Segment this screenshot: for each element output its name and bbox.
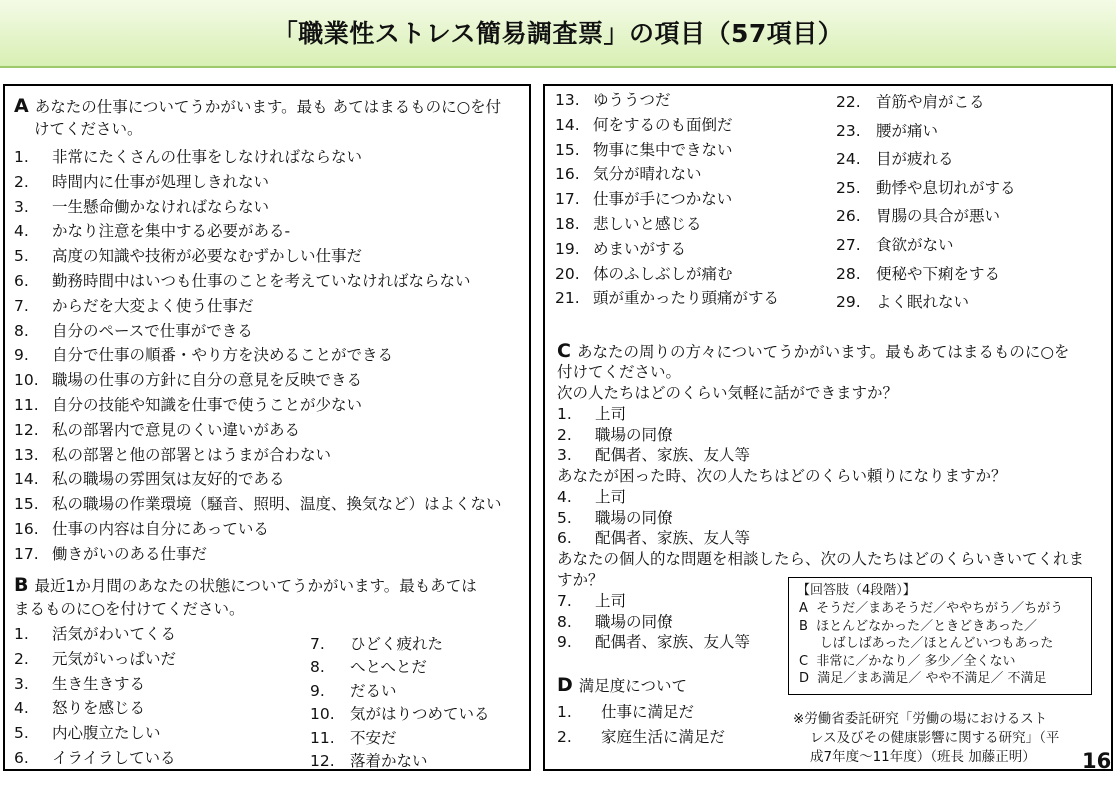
source-note-line-2: レス及びその健康影響に関する研究」（平: [810, 730, 1060, 746]
section-b-item: [836, 178, 1016, 198]
section-a-item: [14, 172, 269, 192]
section-b-item-text: 生き生きする: [52, 674, 146, 693]
section-c-item-text: 配偶者、家族、友人等: [595, 446, 751, 464]
section-b-item-text: ひどく疲れた: [350, 635, 444, 653]
section-c-item-text: 上司: [595, 592, 627, 610]
section-a-item-text: かなり注意を集中する必要がある-: [52, 222, 291, 241]
section-b-item-text: 内心腹立たしい: [52, 724, 161, 743]
section-b-item: [836, 235, 954, 255]
section-b-item-text: 活気がわいてくる: [52, 625, 177, 643]
section-a-item-text: 私の部署内で意見のくい違いがある: [52, 420, 301, 439]
section-b-intro-text: 最近1か月間のあなたの状態についてうかがいます。最もあては: [34, 577, 477, 595]
section-c-intro-cont: 付けてください。: [557, 363, 682, 381]
section-b-item-number: 3.: [14, 674, 29, 693]
section-b-item-number: 18.: [555, 215, 580, 233]
section-b-item: [836, 264, 1000, 284]
section-b-item-text: 食欲がない: [876, 236, 954, 254]
section-b-item: [310, 704, 490, 724]
section-a-item-text: 非常にたくさんの仕事をしなければならない: [52, 148, 363, 166]
section-b-item: [14, 624, 176, 644]
section-b-item-text: 何をするのも面倒だ: [593, 115, 733, 134]
section-c-item: [557, 404, 626, 424]
section-b-item-number: 2.: [14, 649, 29, 668]
section-a-item: [14, 197, 269, 217]
section-a-item-number: 10.: [14, 371, 39, 390]
section-a-item: [14, 420, 300, 440]
section-a-item: [14, 321, 253, 341]
section-b-item-text: へとへとだ: [350, 658, 427, 677]
section-b-item-text: だるい: [350, 681, 397, 700]
section-a-item-number: 13.: [14, 445, 39, 464]
section-a-item: [14, 246, 362, 266]
section-b-item: [555, 189, 732, 209]
section-d-item: [557, 702, 694, 722]
section-a-item-text: からだを大変よく使う仕事だ: [52, 296, 254, 315]
section-b-item-text: 便秘や下痢をする: [876, 264, 1001, 283]
section-b-item-number: 9.: [310, 681, 325, 700]
section-a-item-number: 11.: [14, 396, 39, 414]
section-c-item-text: 職場の同僚: [595, 425, 673, 444]
section-b-item-text: 気分が晴れない: [593, 165, 702, 184]
section-a-intro: [14, 96, 501, 117]
section-b-item-text: めまいがする: [593, 239, 687, 258]
section-b-item-number: 8.: [310, 658, 325, 677]
section-a-item: [14, 370, 362, 390]
section-a-item: [14, 345, 393, 365]
section-a-item: [14, 445, 331, 465]
section-c-item-number: 4.: [557, 488, 572, 506]
section-c-letter: C: [557, 340, 571, 362]
section-c-item: [557, 425, 673, 445]
section-b-item: [836, 292, 969, 312]
section-b-item: [555, 214, 702, 234]
section-b-item-number: 24.: [836, 150, 861, 169]
section-c-item-text: 上司: [595, 488, 627, 506]
section-b-item-number: 27.: [836, 236, 861, 254]
section-a-item-number: 5.: [14, 247, 29, 266]
section-a-item-text: 働きがいのある仕事だ: [52, 544, 208, 563]
section-b-item: [555, 239, 686, 259]
section-a-item: [14, 544, 207, 564]
source-note-line-3: 成7年度～11年度）（班長 加藤正明）: [810, 749, 1036, 765]
section-c-item-number: 1.: [557, 405, 572, 423]
section-b-item: [14, 723, 161, 743]
section-a-item-number: 14.: [14, 470, 39, 489]
section-b-item: [555, 90, 671, 110]
section-a-item-text: 勤務時間中はいつも仕事のことを考えていなければならない: [52, 272, 471, 290]
section-b-item-number: 19.: [555, 239, 580, 258]
section-b-item: [555, 164, 702, 184]
section-c-item-text: 配偶者、家族、友人等: [595, 529, 751, 547]
section-b-item-number: 28.: [836, 264, 861, 283]
section-c-item: [557, 632, 750, 652]
section-a-item: [14, 147, 362, 167]
section-a-item-text: 一生懸命働かなければならない: [52, 197, 270, 216]
section-a-item-number: 7.: [14, 296, 29, 315]
section-b-item: [14, 674, 145, 694]
section-a-item-number: 12.: [14, 420, 39, 439]
section-c-item: [557, 528, 750, 548]
section-b-item-number: 1.: [14, 625, 29, 643]
section-a-item-number: 1.: [14, 148, 29, 166]
section-b-item: [555, 115, 733, 135]
section-a-item: [14, 519, 269, 539]
section-b-item-text: 首筋や肩がこる: [876, 93, 985, 111]
section-c-item-number: 2.: [557, 425, 572, 444]
section-b-item-number: 22.: [836, 93, 861, 111]
section-b-item: [836, 92, 985, 112]
title-bar: [0, 0, 1116, 68]
section-c-item-text: 配偶者、家族、友人等: [595, 633, 751, 651]
section-b-item-number: 17.: [555, 190, 580, 209]
section-a-item-text: 仕事の内容は自分にあっている: [52, 520, 269, 538]
section-a-item: [14, 296, 254, 316]
section-b-letter: B: [14, 574, 29, 596]
section-a-item-text: 自分のペースで仕事ができる: [52, 321, 253, 340]
section-b-item-text: 落着かない: [350, 752, 428, 770]
section-a-item-text: 私の部署と他の部署とはうまが合わない: [52, 445, 332, 464]
answer-box-title: 【回答肢（4段階）】: [797, 583, 916, 598]
source-note-line-1: ※労働省委託研究「労働の場におけるスト: [793, 711, 1048, 727]
section-c-item-number: 9.: [557, 633, 572, 651]
section-a-item-number: 17.: [14, 544, 39, 563]
section-b-item-number: 26.: [836, 207, 861, 226]
section-b-item: [555, 288, 779, 308]
answer-option-line: C 非常に／かなり／ 多少／全くない: [799, 653, 1016, 669]
section-b-item-number: 14.: [555, 115, 580, 134]
page-title: 「職業性ストレス簡易調査票」の項目（57項目）: [272, 19, 844, 48]
section-b-item-number: 21.: [555, 289, 580, 308]
section-b-item-text: 悲しいと感じる: [593, 215, 702, 233]
section-b-item-number: 13.: [555, 91, 580, 109]
section-a-item-text: 自分で仕事の順番・やり方を決めることができる: [52, 346, 394, 365]
section-b-item-text: 目が疲れる: [876, 150, 954, 169]
section-b-item: [310, 634, 443, 654]
section-c-item: [557, 508, 673, 528]
section-a-item-number: 9.: [14, 346, 29, 365]
section-b-item: [836, 149, 954, 169]
section-a-intro-text: あなたの仕事についてうかがいます。最も あてはまるものに○を付: [34, 98, 502, 116]
section-c-item: [557, 612, 673, 632]
section-a-item-number: 8.: [14, 321, 29, 340]
section-b-item: [310, 657, 427, 677]
section-a-item: [14, 469, 285, 489]
section-d-item: [557, 727, 725, 747]
section-a-item-number: 4.: [14, 222, 29, 241]
section-b-item-text: 怒りを感じる: [52, 699, 146, 718]
section-b-item: [14, 698, 145, 718]
section-b-item: [555, 140, 733, 160]
section-b-item: [14, 649, 176, 669]
section-b-item-number: 20.: [555, 264, 580, 283]
section-b-item-number: 4.: [14, 699, 29, 718]
section-b-item-text: よく眠れない: [876, 293, 970, 312]
section-b-item-number: 12.: [310, 752, 335, 770]
section-b-item-text: 元気がいっぱいだ: [52, 649, 177, 668]
section-a-item-text: 私の職場の雰囲気は友好的である: [52, 470, 285, 489]
section-b-item: [14, 748, 176, 768]
section-c-item: [557, 445, 750, 465]
section-b-item-number: 15.: [555, 140, 580, 159]
section-b-item-number: 6.: [14, 749, 29, 767]
section-b-item-number: 23.: [836, 121, 861, 140]
section-b-item-text: 腰が痛い: [876, 121, 939, 140]
section-b-intro-cont: まるものに○を付けてください。: [14, 600, 245, 618]
section-a-item-text: 高度の知識や技術が必要なむずかしい仕事だ: [52, 247, 363, 266]
section-a-item-number: 6.: [14, 272, 29, 290]
answer-option-line: B ほとんどなかった／ときどきあった／: [799, 618, 1038, 634]
section-c-item-number: 7.: [557, 592, 572, 610]
section-a-item-text: 私の職場の作業環境（騒音、照明、温度、換気など）はよくない: [52, 495, 502, 514]
section-a-item-text: 職場の仕事の方針に自分の意見を反映できる: [52, 371, 363, 390]
section-d-item-number: 1.: [557, 703, 572, 721]
section-d-heading: [557, 675, 687, 696]
answer-option-line: しばしばあった／ほとんどいつもあった: [799, 636, 1054, 652]
section-a-item: [14, 221, 290, 241]
section-d-item-text: 家庭生活に満足だ: [601, 728, 726, 746]
section-b-item-text: 胃腸の具合が悪い: [876, 207, 1001, 226]
section-c-item-number: 3.: [557, 446, 572, 464]
section-c-item-text: 職場の同僚: [595, 612, 673, 631]
section-b-item-number: 7.: [310, 635, 325, 653]
section-b-item-text: 動悸や息切れがする: [876, 178, 1016, 197]
section-b-item-text: 不安だ: [350, 728, 397, 747]
section-b-item-text: ゆううつだ: [593, 91, 671, 109]
section-c-item: [557, 487, 626, 507]
section-c-item-number: 5.: [557, 508, 572, 527]
section-b-item: [310, 751, 428, 771]
answer-option-line: A そうだ／まあそうだ／ややちがう／ちがう: [799, 601, 1064, 616]
section-b-item-text: 気がはりつめている: [350, 705, 490, 724]
section-b-item-text: イライラしている: [52, 749, 176, 767]
section-d-item-text: 仕事に満足だ: [601, 703, 695, 721]
section-a-item-number: 16.: [14, 520, 39, 538]
section-c-question-1: 次の人たちはどのくらい気軽に話ができますか？: [557, 384, 899, 402]
section-c-item-number: 8.: [557, 612, 572, 631]
section-b-item-text: 体のふしぶしが痛む: [593, 264, 733, 283]
section-c-intro: [557, 341, 1069, 362]
section-b-item-text: 物事に集中できない: [593, 140, 733, 159]
section-d-letter: D: [557, 674, 573, 696]
section-c-question-3-cont: すか？: [557, 571, 604, 589]
section-c-item-text: 上司: [595, 405, 627, 423]
section-d-heading-text: 満足度について: [578, 677, 687, 695]
section-b-intro: [14, 575, 477, 596]
section-a-item-number: 15.: [14, 495, 39, 514]
section-b-item: [555, 264, 733, 284]
section-b-item-number: 29.: [836, 293, 861, 312]
section-a-intro-cont: けてください。: [34, 120, 143, 138]
section-b-item: [310, 728, 397, 748]
answer-option-line: D 満足／まあ満足／ やや不満足／ 不満足: [799, 671, 1047, 687]
section-b-item-number: 10.: [310, 705, 335, 724]
section-a-item-text: 自分の技能や知識を仕事で使うことが少ない: [52, 396, 363, 414]
section-c-item-number: 6.: [557, 529, 572, 547]
section-c-question-3: あなたの個人的な問題を相談したら、次の人たちはどのくらいきいてくれま: [557, 550, 1085, 568]
section-a-item-text: 時間内に仕事が処理しきれない: [52, 172, 270, 191]
section-b-item: [836, 206, 1000, 226]
section-b-item: [310, 681, 397, 701]
section-a-item: [14, 395, 362, 415]
section-b-item-number: 11.: [310, 728, 335, 747]
section-b-item-number: 16.: [555, 165, 580, 184]
section-c-item: [557, 591, 626, 611]
page-number: 16: [1082, 749, 1112, 773]
section-a-item: [14, 271, 471, 291]
section-a-item-number: 3.: [14, 197, 29, 216]
section-a-item: [14, 494, 502, 514]
section-a-letter: A: [14, 95, 29, 117]
section-b-item-number: 25.: [836, 178, 861, 197]
section-c-intro-text: あなたの周りの方々についてうかがいます。最もあてはまるものに○を: [576, 343, 1070, 361]
section-b-item-text: 仕事が手につかない: [593, 190, 733, 209]
section-d-item-number: 2.: [557, 728, 572, 746]
section-a-item-number: 2.: [14, 172, 29, 191]
section-c-item-text: 職場の同僚: [595, 508, 673, 527]
section-c-question-2: あなたが困った時、次の人たちはどのくらい頼りになりますか？: [557, 467, 1007, 485]
section-b-item: [836, 121, 938, 141]
section-b-item-number: 5.: [14, 724, 29, 743]
section-b-item-text: 頭が重かったり頭痛がする: [593, 289, 780, 308]
